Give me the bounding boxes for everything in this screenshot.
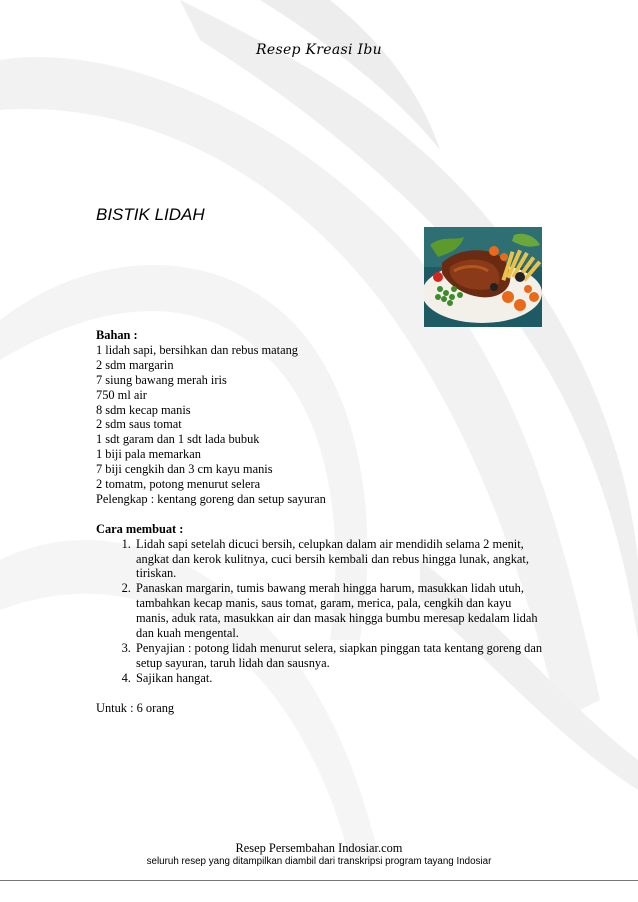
method-step: 2. Panaskan margarin, tumis bawang merah hingga harum, masukkan lidah utuh, tambahkan kecap manis, saus tomat, garam, merica, pala, cengkih dan kayu manis, aduk rata, masukkan air dan masak hingga bumbu meresap kedalam lidah dan kuah mengental. [134,581,546,641]
ingredient-item: 1 lidah sapi, bersihkan dan rebus matang [96,342,298,357]
ingredient-item: 1 sdt garam dan 1 sdt lada bubuk [96,432,260,447]
ingredient-item: 7 siung bawang merah iris [96,372,227,387]
ingredient-item: 1 biji pala memarkan [96,447,201,462]
recipe-body [96,328,546,716]
ingredients-heading: Bahan : [96,328,138,342]
ingredient-item: 750 ml air [96,387,147,402]
method-heading: Cara membuat : [96,521,184,536]
servings: Untuk : 6 orang [96,700,175,715]
ingredient-item: 8 sdm kecap manis [96,402,191,417]
dish-photo [424,227,542,327]
method-step: 4. Sajikan hangat. [134,671,546,686]
ingredient-item: 2 tomatm, potong menurut selera [96,477,261,492]
method-step: 1. Lidah sapi setelah dicuci bersih, celupkan dalam air mendidih selama 2 menit, angkat dan kerok kulitnya, cuci bersih kembali dan rebus hingga lunak, angkat, tiriskan. [134,537,546,582]
recipe-title: BISTIK LIDAH [96,205,205,224]
footer-divider [0,880,638,881]
method-step: 3. Penyajian : potong lidah menurut selera, siapkan pinggan tata kentang goreng dan setup sayuran, taruh lidah dan sausnya. [134,641,546,671]
method-steps [96,537,546,686]
header-title: Resep Kreasi Ibu [256,42,382,58]
footer-credit: Resep Persembahan Indosiar.com [235,841,403,855]
ingredient-item: 2 sdm saus tomat [96,417,182,432]
ingredient-item: Pelengkap : kentang goreng dan setup sayuran [96,491,326,506]
footer-note: seluruh resep yang ditampilkan diambil dari transkripsi program tayang Indosiar [146,856,492,867]
ingredient-item: 7 biji cengkih dan 3 cm kayu manis [96,462,273,477]
ingredient-item: 2 sdm margarin [96,357,174,372]
